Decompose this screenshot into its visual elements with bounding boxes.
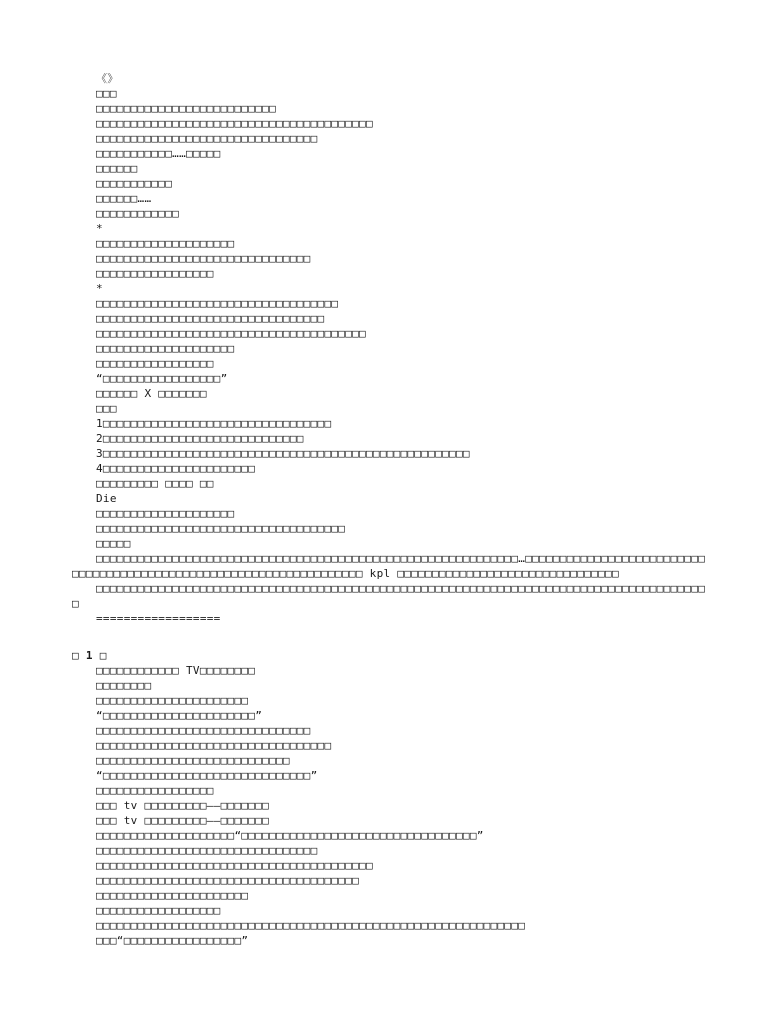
text-line: □□□□□□□□□□□□□□□□□□□□□□□□□□□□□□□ bbox=[96, 724, 311, 737]
text-line: □□□□□□□□□ □□□□ □□ bbox=[96, 477, 214, 490]
text-line: □□□□□□□□□□□□□□□□□□□□□□□□□□□□□□□□□□□□□□□□□□□□□□□□□□□□□□□□□□□□□□ bbox=[96, 919, 526, 932]
text-line: □□□□□□□□□□□□□□□□□□□□□□□□□□□□□□□□ bbox=[96, 844, 318, 857]
section-one bbox=[72, 71, 712, 551]
text-line: □□□ bbox=[96, 402, 117, 415]
divider-line: ================== bbox=[96, 612, 221, 625]
text-line: □□□□□□□□□□□□□□□□□□□□□□□□□□□□□□□ bbox=[96, 252, 311, 265]
text-line: □□□ bbox=[96, 87, 117, 100]
text-line: □□□□□□□□□□□□□□□□□□□□ bbox=[96, 342, 235, 355]
text-line: □□□□□□ bbox=[96, 162, 138, 175]
text-line: □□□□□□□□□□□□□□□□□□□□□□□□□□□□□□□□□□ bbox=[96, 739, 332, 752]
text-line: □□□□□□□□□□□□□□□□□□□□□□□□□□□□□□□□□ bbox=[96, 312, 325, 325]
text-line: □□□□□□□□□□□□□□□□□□□□□□□□□□□□□□□□□□□□□□□□ bbox=[96, 117, 373, 130]
paragraph-two: □□□□□□□□□□□□□□□□□□□□□□□□□□□□□□□□□□□□□□□□□□□□□□□□□□□□□□□□□□□□□□□□□□□□□□□□□□□□□□□□□□□□□□□□□ bbox=[72, 582, 706, 610]
text-line: □□□□□□□□□□□□□□□□□□ bbox=[96, 904, 221, 917]
text-line: * bbox=[96, 222, 103, 235]
text-line: □□□□□□…… bbox=[96, 192, 152, 205]
text-line: □□□□□□□□□□□□□□□□□□□□ bbox=[96, 507, 235, 520]
text-line: □□□□□□□□□□□□□□□□□□□□□□□□□□□□ bbox=[96, 754, 290, 767]
text-line: □□□□□□□□□□□□□□□□□□□□□□ bbox=[96, 694, 249, 707]
text-line: □□□“□□□□□□□□□□□□□□□□□” bbox=[96, 934, 249, 947]
text-line: □□□□□□□□□□□□□□□□□□□□□□□□□□□□□□□□□□□□□□□ bbox=[96, 327, 366, 340]
text-line: □□□ tv □□□□□□□□□——□□□□□□□ bbox=[96, 799, 270, 812]
document-body bbox=[72, 71, 712, 948]
text-line: 2□□□□□□□□□□□□□□□□□□□□□□□□□□□□□ bbox=[96, 432, 304, 445]
text-line: “□□□□□□□□□□□□□□□□□” bbox=[96, 372, 228, 385]
text-line: □□□□□□□□□□□□□□□□□□□□□□□□□□□□□□□□□□□□□□ bbox=[96, 874, 360, 887]
text-line: □□□□□□□□□□□□□□□□□□□□□□□□□□ bbox=[96, 102, 276, 115]
text-line: * bbox=[96, 282, 103, 295]
section-two bbox=[72, 663, 712, 948]
text-line: “□□□□□□□□□□□□□□□□□□□□□□” bbox=[96, 709, 263, 722]
text-line: □□□□□□□□□□□□□□□□□□□□□□ bbox=[96, 889, 249, 902]
text-line: □□□□□□□□□□□□□□□□□□□□“□□□□□□□□□□□□□□□□□□□□□□□□□□□□□□□□□□” bbox=[96, 829, 484, 842]
text-line: “□□□□□□□□□□□□□□□□□□□□□□□□□□□□□□” bbox=[96, 769, 318, 782]
text-line: 3□□□□□□□□□□□□□□□□□□□□□□□□□□□□□□□□□□□□□□□□□□□□□□□□□□□□□ bbox=[96, 447, 470, 460]
text-line: □□□□□ bbox=[96, 537, 131, 550]
text-line: □□□□□□□□□□□□ TV□□□□□□□□ bbox=[96, 664, 256, 677]
text-line: □□□□□□□□□□□□□□□□□□□□□□□□□□□□□□□□□□□□□□□□ bbox=[96, 859, 373, 872]
text-line: □□□□□□□□□□□□ bbox=[96, 207, 180, 220]
section-gap bbox=[72, 626, 712, 648]
text-line: □□□□□□□□□□□ bbox=[96, 177, 173, 190]
text-line: □□□□□□□□□□□……□□□□□ bbox=[96, 147, 221, 160]
text-line: □□□□□□□□□□□□□□□□□ bbox=[96, 267, 214, 280]
text-line: Die bbox=[96, 492, 117, 505]
text-line: □□□ tv □□□□□□□□□——□□□□□□□ bbox=[96, 814, 270, 827]
text-line: □□□□□□□□□□□□□□□□□ bbox=[96, 357, 214, 370]
text-line: 1□□□□□□□□□□□□□□□□□□□□□□□□□□□□□□□□□ bbox=[96, 417, 332, 430]
text-line: □□□□□□□□□□□□□□□□□□□□□□□□□□□□□□□□ bbox=[96, 132, 318, 145]
paragraph-one: □□□□□□□□□□□□□□□□□□□□□□□□□□□□□□□□□□□□□□□□□□□□□□□□□□□□□□□□□□□□□…□□□□□□□□□□□□□□□□□□□□□□□□□□□□□□□□□□□□□□□□□□□□□□□□□□□□□□□□□□□□□□□□□□□□ kpl □□□□□□□□□□□□□□□□□□□□□□□□□□□□□□□□ bbox=[72, 552, 706, 580]
text-line: 4□□□□□□□□□□□□□□□□□□□□□□ bbox=[96, 462, 256, 475]
text-line: □□□□□□□□□□□□□□□□□□□□ bbox=[96, 237, 235, 250]
section-heading: □ 1 □ bbox=[72, 649, 107, 662]
text-line: □□□□□□□□□□□□□□□□□□□□□□□□□□□□□□□□□□□□ bbox=[96, 522, 346, 535]
text-line: □□□□□□□□□□□□□□□□□ bbox=[96, 784, 214, 797]
text-line: □□□□□□□□□□□□□□□□□□□□□□□□□□□□□□□□□□□ bbox=[96, 297, 339, 310]
text-line: □□□□□□ X □□□□□□□ bbox=[96, 387, 207, 400]
text-line: 《》 bbox=[96, 72, 119, 85]
text-line: □□□□□□□□ bbox=[96, 679, 152, 692]
